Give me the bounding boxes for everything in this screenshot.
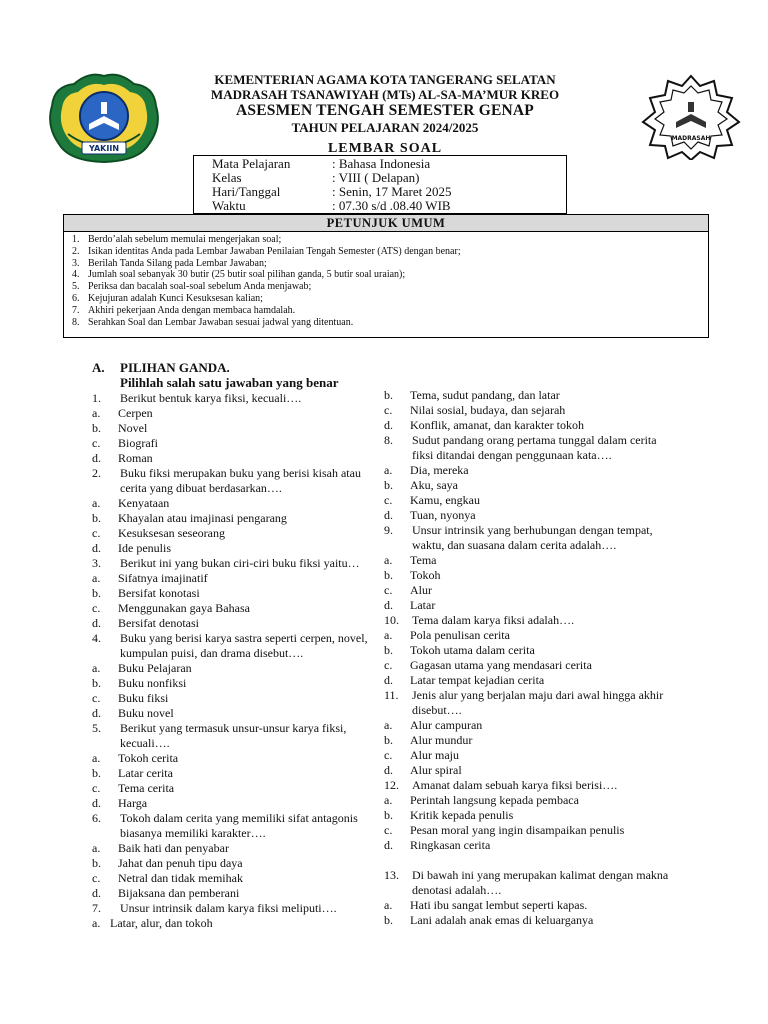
option-text: Latar tempat kejadian cerita: [410, 673, 545, 687]
option-text: Buku fiksi: [118, 691, 169, 705]
info-value: : Bahasa Indonesia: [332, 156, 431, 171]
question-text: Jenis alur yang berjalan maju dari awal hingga akhir disebut….: [412, 688, 664, 717]
option-letter: a.: [92, 841, 101, 855]
answer-option: [92, 796, 382, 811]
question-item: [92, 811, 382, 841]
answer-option: [384, 763, 674, 778]
answer-option: [92, 526, 382, 541]
option-letter: a.: [92, 751, 101, 765]
answer-option: [92, 451, 382, 466]
option-letter: d.: [384, 673, 393, 687]
question-text: Unsur intrinsik dalam karya fiksi meliputi….: [120, 901, 337, 915]
answer-option: [92, 601, 382, 616]
option-letter: b.: [92, 856, 101, 870]
question-number: 9.: [384, 523, 393, 537]
option-letter: a.: [92, 571, 101, 585]
answer-option: [384, 898, 674, 913]
option-text: Dia, mereka: [410, 463, 469, 477]
option-text: Harga: [118, 796, 148, 810]
instruction-text: Akhiri pekerjaan Anda dengan membaca hamdalah.: [88, 304, 296, 316]
logo-right-text: MADRASAH: [671, 135, 711, 142]
option-letter: d.: [92, 451, 101, 465]
question-number: 6.: [92, 811, 101, 825]
option-letter: c.: [384, 748, 393, 762]
answer-option: [384, 793, 674, 808]
question-item: [384, 778, 674, 793]
option-letter: b.: [384, 643, 393, 657]
option-text: Perintah langsung kepada pembaca: [410, 793, 579, 807]
info-label: Hari/Tanggal: [212, 184, 281, 199]
option-text: Pesan moral yang ingin disampaikan penulis: [410, 823, 625, 837]
question-text: Tema dalam karya fiksi adalah….: [412, 613, 575, 627]
option-letter: b.: [384, 808, 393, 822]
option-letter: a.: [384, 463, 393, 477]
instruction-number: 5.: [72, 281, 80, 293]
answer-option: [384, 748, 674, 763]
info-label: Kelas: [212, 170, 242, 185]
instruction-item: [72, 293, 708, 305]
answer-option: [92, 871, 382, 886]
instruction-item: [72, 269, 708, 281]
question-number: 7.: [92, 901, 101, 915]
instruction-item: [72, 234, 708, 246]
option-text: Tokoh: [410, 568, 441, 582]
instruction-number: 1.: [72, 234, 80, 245]
instruction-text: Periksa dan bacalah soal-soal sebelum Anda menjawab;: [88, 281, 312, 293]
question-text: Berikut yang termasuk unsur-unsur karya fiksi, kecuali….: [120, 721, 347, 750]
answer-option: [384, 733, 674, 748]
option-text: Alur: [410, 583, 432, 597]
instruction-text: Serahkan Soal dan Lembar Jawaban sesuai jadwal yang ditentuan.: [88, 316, 354, 328]
answer-option: [92, 706, 382, 721]
instruction-item: [72, 246, 708, 258]
option-text: Roman: [118, 451, 153, 465]
answer-option: [384, 658, 674, 673]
option-text: Bersifat konotasi: [118, 586, 200, 600]
question-text: Di bawah ini yang merupakan kalimat dengan makna denotasi adalah….: [412, 868, 669, 897]
school-logo-icon: [44, 66, 164, 166]
option-text: Ringkasan cerita: [410, 838, 491, 852]
question-text: Sudut pandang orang pertama tunggal dalam cerita fiksi ditandai dengan penggunaan kata….: [412, 433, 657, 462]
question-item: [92, 556, 382, 571]
option-letter: a.: [384, 718, 393, 732]
question-item: [384, 688, 674, 718]
option-letter: b.: [92, 421, 101, 435]
option-text: Tema cerita: [118, 781, 175, 795]
question-text: Unsur intrinsik yang berhubungan dengan tempat, waktu, dan suasana dalam cerita adalah….: [412, 523, 653, 552]
answer-option: [92, 661, 382, 676]
question-item: [384, 523, 674, 553]
answer-option: [384, 583, 674, 598]
option-text: Latar, alur, dan tokoh: [110, 916, 213, 930]
option-letter: a.: [92, 916, 101, 930]
question-text: Tokoh dalam cerita yang memiliki sifat antagonis biasanya memiliki karakter….: [120, 811, 358, 840]
option-text: Kenyataan: [118, 496, 170, 510]
question-number: 11.: [384, 688, 399, 702]
instructions-list: [64, 232, 708, 328]
question-item: [92, 901, 382, 916]
option-text: Menggunakan gaya Bahasa: [118, 601, 250, 615]
answer-option: [92, 436, 382, 451]
questions-left-column: [92, 360, 382, 931]
option-text: Nilai sosial, budaya, dan sejarah: [410, 403, 566, 417]
answer-option: [384, 388, 674, 403]
answer-option: [384, 403, 674, 418]
option-letter: c.: [92, 601, 101, 615]
instruction-item: [72, 258, 708, 270]
answer-option: [384, 643, 674, 658]
question-item: [92, 631, 382, 661]
info-value: : 07.30 s/d .08.40 WIB: [332, 198, 451, 213]
questions-right-column: [384, 388, 674, 928]
instruction-item: [72, 281, 708, 293]
question-text: Amanat dalam sebuah karya fiksi berisi….: [412, 778, 618, 792]
question-item: [92, 466, 382, 496]
madrasah-name: MADRASAH TSANAWIYAH (MTs) AL-SA-MA’MUR KREO: [210, 87, 560, 102]
answer-option: [92, 916, 382, 931]
option-text: Hati ibu sangat lembut seperti kapas.: [410, 898, 588, 912]
option-text: Baik hati dan penyabar: [118, 841, 229, 855]
question-number: 4.: [92, 631, 101, 645]
question-number: 3.: [92, 556, 101, 570]
instruction-text: Berilah Tanda Silang pada Lembar Jawaban;: [88, 257, 267, 269]
option-letter: d.: [384, 598, 393, 612]
answer-option: [384, 508, 674, 523]
answer-option: [92, 496, 382, 511]
instruction-number: 7.: [72, 304, 80, 316]
continued-options: [384, 388, 674, 433]
right-question-list: [384, 433, 674, 928]
answer-option: [384, 463, 674, 478]
question-item: [92, 391, 382, 406]
answer-option: [384, 823, 674, 838]
instruction-number: 8.: [72, 316, 80, 328]
info-label: Waktu: [212, 198, 246, 213]
option-letter: a.: [92, 661, 101, 675]
question-text: Buku fiksi merupakan buku yang berisi kisah atau cerita yang dibuat berdasarkan….: [120, 466, 361, 495]
option-text: Bersifat denotasi: [118, 616, 199, 630]
option-text: Cerpen: [118, 406, 153, 420]
answer-option: [384, 718, 674, 733]
answer-option: [92, 421, 382, 436]
general-instructions-box: [63, 214, 709, 338]
answer-option: [92, 841, 382, 856]
option-letter: c.: [92, 526, 101, 540]
answer-option: [92, 751, 382, 766]
option-text: Ide penulis: [118, 541, 171, 555]
answer-option: [92, 616, 382, 631]
section-letter: A.: [92, 360, 105, 375]
answer-option: [92, 781, 382, 796]
question-number: 5.: [92, 721, 101, 735]
instruction-item: [72, 305, 708, 317]
option-text: Alur maju: [410, 748, 459, 762]
answer-option: [384, 598, 674, 613]
option-text: Sifatnya imajinatif: [118, 571, 208, 585]
option-letter: d.: [384, 418, 393, 432]
option-letter: b.: [384, 568, 393, 582]
question-text: Buku yang berisi karya sastra seperti cerpen, novel, kumpulan puisi, dan drama disebut….: [120, 631, 368, 660]
option-text: Tuan, nyonya: [410, 508, 476, 522]
option-letter: d.: [92, 796, 101, 810]
answer-option: [92, 691, 382, 706]
info-value: : Senin, 17 Maret 2025: [332, 184, 452, 199]
option-letter: a.: [384, 553, 393, 567]
question-number: 12.: [384, 778, 399, 792]
instruction-text: Berdo’alah sebelum memulai mengerjakan soal;: [88, 234, 282, 245]
option-letter: b.: [92, 766, 101, 780]
answer-option: [92, 886, 382, 901]
instructions-title: PETUNJUK UMUM: [64, 215, 708, 232]
question-item: [384, 868, 674, 898]
option-text: Alur campuran: [410, 718, 483, 732]
option-text: Biografi: [118, 436, 158, 450]
question-number: 2.: [92, 466, 101, 480]
option-text: Lani adalah anak emas di keluarganya: [410, 913, 594, 927]
answer-option: [92, 586, 382, 601]
answer-option: [92, 571, 382, 586]
madrasah-emblem-icon: [640, 74, 742, 160]
option-letter: b.: [92, 511, 101, 525]
answer-option: [92, 511, 382, 526]
option-letter: b.: [92, 586, 101, 600]
option-letter: d.: [384, 763, 393, 777]
option-text: Aku, saya: [410, 478, 458, 492]
option-letter: c.: [384, 583, 393, 597]
exam-info-box: [193, 155, 567, 214]
option-letter: b.: [384, 388, 393, 402]
sheet-title: LEMBAR SOAL: [327, 141, 443, 156]
answer-option: [384, 913, 674, 928]
answer-option: [92, 766, 382, 781]
option-letter: d.: [384, 508, 393, 522]
option-letter: c.: [384, 403, 393, 417]
answer-option: [384, 553, 674, 568]
answer-option: [92, 856, 382, 871]
option-letter: a.: [384, 793, 393, 807]
option-letter: a.: [384, 628, 393, 642]
instruction-item: [72, 317, 708, 329]
option-letter: c.: [384, 658, 393, 672]
document-header: [160, 72, 610, 156]
option-letter: c.: [384, 493, 393, 507]
instruction-number: 4.: [72, 269, 80, 281]
info-value: : VIII ( Delapan): [332, 170, 420, 185]
option-letter: d.: [92, 886, 101, 900]
option-text: Gagasan utama yang mendasari cerita: [410, 658, 592, 672]
answer-option: [92, 541, 382, 556]
option-letter: c.: [384, 823, 393, 837]
option-letter: b.: [384, 733, 393, 747]
option-letter: b.: [92, 676, 101, 690]
option-text: Bijaksana dan pemberani: [118, 886, 240, 900]
answer-option: [384, 493, 674, 508]
answer-option: [384, 808, 674, 823]
answer-option: [384, 673, 674, 688]
question-text: Berikut ini yang bukan ciri-ciri buku fiksi yaitu…: [120, 556, 360, 570]
answer-option: [92, 676, 382, 691]
answer-option: [384, 628, 674, 643]
question-item: [384, 613, 674, 628]
option-text: Kesuksesan seseorang: [118, 526, 225, 540]
instruction-text: Isikan identitas Anda pada Lembar Jawaban Penilaian Tengah Semester (ATS) dengan benar;: [88, 245, 461, 257]
question-number: 1.: [92, 391, 101, 405]
option-text: Tokoh cerita: [118, 751, 179, 765]
option-text: Tokoh utama dalam cerita: [410, 643, 535, 657]
question-number: 13.: [384, 868, 399, 882]
option-text: Buku nonfiksi: [118, 676, 187, 690]
answer-option: [384, 568, 674, 583]
option-text: Kamu, engkau: [410, 493, 480, 507]
option-letter: a.: [384, 898, 393, 912]
question-item: [92, 721, 382, 751]
option-letter: c.: [92, 781, 101, 795]
question-item: [384, 433, 674, 463]
logo-left-text: YAKIIN: [88, 144, 120, 153]
option-text: Buku novel: [118, 706, 174, 720]
option-text: Netral dan tidak memihak: [118, 871, 243, 885]
option-letter: d.: [92, 541, 101, 555]
option-letter: d.: [92, 616, 101, 630]
option-text: Jahat dan penuh tipu daya: [118, 856, 243, 870]
option-text: Latar: [410, 598, 436, 612]
answer-option: [384, 478, 674, 493]
section-title-text: PILIHAN GANDA.: [120, 360, 230, 375]
option-text: Khayalan atau imajinasi pengarang: [118, 511, 287, 525]
instruction-text: Kejujuran adalah Kunci Kesuksesan kalian;: [88, 292, 263, 304]
question-number: 8.: [384, 433, 393, 447]
option-text: Latar cerita: [118, 766, 173, 780]
academic-year: TAHUN PELAJARAN 2024/2025: [291, 120, 479, 135]
option-letter: a.: [92, 496, 101, 510]
option-text: Buku Pelajaran: [118, 661, 192, 675]
option-letter: b.: [384, 913, 393, 927]
option-text: Konflik, amanat, dan karakter tokoh: [410, 418, 584, 432]
info-label: Mata Pelajaran: [212, 156, 291, 171]
exam-title: ASESMEN TENGAH SEMESTER GENAP: [236, 102, 534, 119]
option-letter: b.: [384, 478, 393, 492]
option-text: Kritik kepada penulis: [410, 808, 514, 822]
answer-option: [92, 406, 382, 421]
option-letter: d.: [384, 838, 393, 852]
option-text: Tema: [410, 553, 437, 567]
left-question-list: [92, 391, 382, 931]
answer-option: [384, 418, 674, 433]
option-text: Tema, sudut pandang, dan latar: [410, 388, 560, 402]
answer-option: [384, 838, 674, 853]
option-text: Novel: [118, 421, 148, 435]
option-letter: a.: [92, 406, 101, 420]
section-subtitle: Pilihlah salah satu jawaban yang benar: [120, 375, 339, 390]
question-text: Berikut bentuk karya fiksi, kecuali….: [120, 391, 302, 405]
option-letter: c.: [92, 436, 101, 450]
spacer: [384, 853, 674, 868]
option-letter: c.: [92, 691, 101, 705]
instruction-number: 2.: [72, 245, 80, 257]
instruction-number: 3.: [72, 257, 80, 269]
question-number: 10.: [384, 613, 399, 627]
option-letter: c.: [92, 871, 101, 885]
option-text: Alur spiral: [410, 763, 462, 777]
section-title: [92, 360, 382, 375]
option-text: Pola penulisan cerita: [410, 628, 510, 642]
option-text: Alur mundur: [410, 733, 473, 747]
option-letter: d.: [92, 706, 101, 720]
ministry-name: KEMENTERIAN AGAMA KOTA TANGERANG SELATAN: [214, 72, 556, 87]
instruction-text: Jumlah soal sebanyak 30 butir (25 butir soal pilihan ganda, 5 butir soal uraian);: [88, 269, 406, 281]
instruction-number: 6.: [72, 292, 80, 304]
